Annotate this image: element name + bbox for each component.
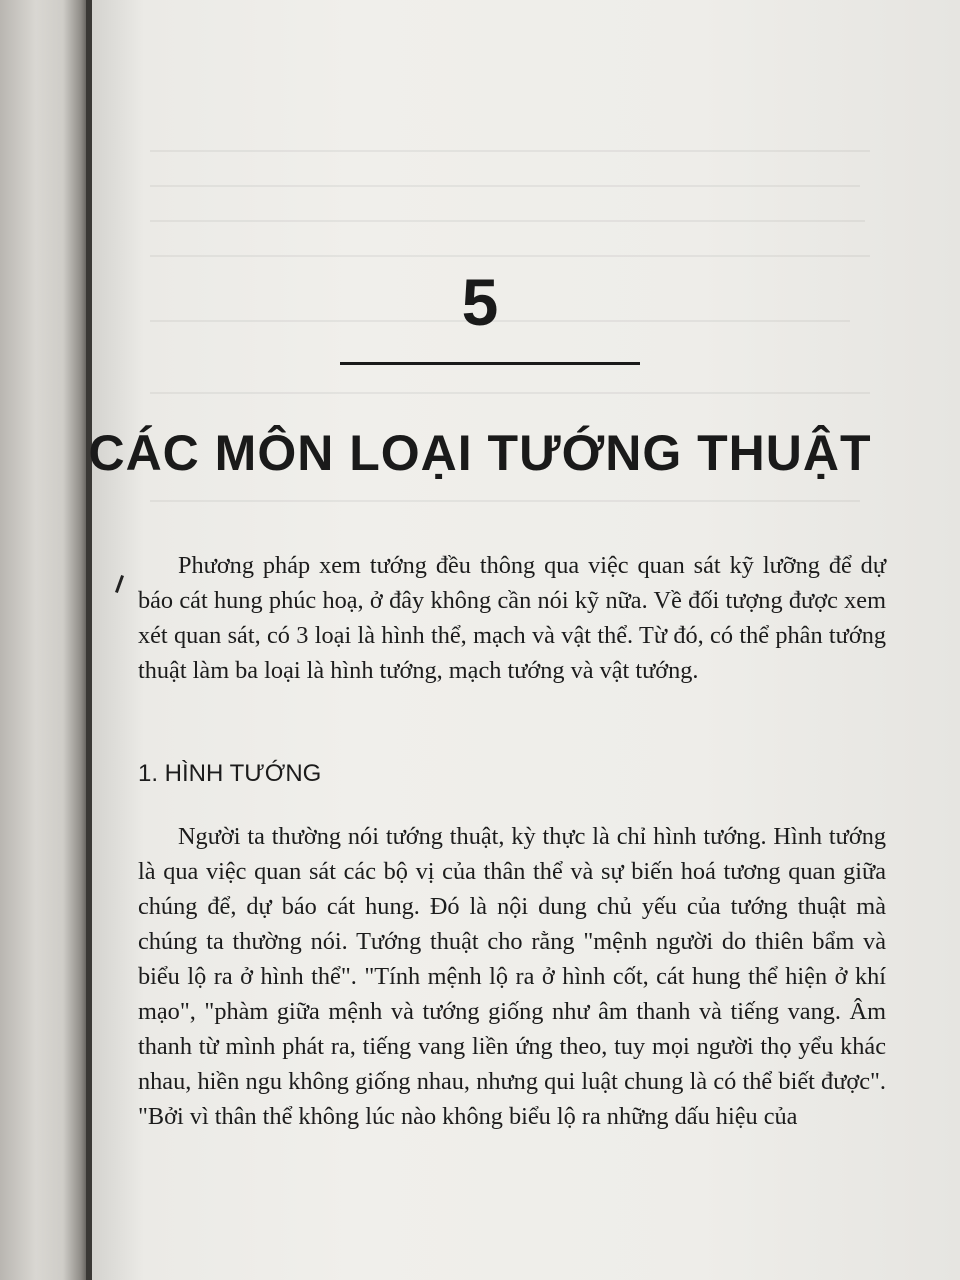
- bleed-through-line: [150, 392, 870, 394]
- bleed-through-line: [150, 150, 870, 152]
- bleed-through-line: [150, 220, 865, 222]
- bleed-through-line: [150, 500, 860, 502]
- intro-paragraph: Phương pháp xem tướng đều thông qua việc quan sát kỹ lưỡng để dự báo cát hung phúc hoạ, ở đây không cần nói kỹ nữa. Về đối tượng được xem xét quan sát, có 3 loại là hình thể, mạch và vật thể. Từ đó, có thể phân tướng thuật làm ba loại là hình tướng, mạch tướng và vật tướng.: [138, 552, 886, 684]
- chapter-divider: [340, 362, 640, 365]
- chapter-title: CÁC MÔN LOẠI TƯỚNG THUẬT: [88, 425, 872, 481]
- book-left-edge: [0, 0, 90, 1280]
- chapter-number: 5: [461, 265, 499, 339]
- section-heading: 1. HÌNH TƯỚNG: [138, 760, 322, 787]
- section-paragraph: Người ta thường nói tướng thuật, kỳ thực là chỉ hình tướng. Hình tướng là qua việc quan sát các bộ vị của thân thể và sự biến hoá tương quan giữa chúng để, dự báo cát hung. Đó là nội dung chủ yếu của tướng thuật mà chúng ta thường nói. Tướng thuật cho rằng "mệnh người do thiên bẩm và biểu lộ ra ở hình thể". "Tính mệnh lộ ra ở hình cốt, cát hung thể hiện ở khí mạo", "phàm giữa mệnh và tướng giống như âm thanh và tiếng vang. Âm thanh từ mình phát ra, tiếng vang liền ứng theo, tuy mọi người thọ yểu khác nhau, hiền ngu không giống nhau, nhưng qui luật chung là có thể biết được". "Bởi vì thân thể không lúc nào không biểu lộ ra những dấu hiệu của: [138, 823, 886, 1130]
- bleed-through-line: [150, 255, 870, 257]
- bleed-through-line: [150, 185, 860, 187]
